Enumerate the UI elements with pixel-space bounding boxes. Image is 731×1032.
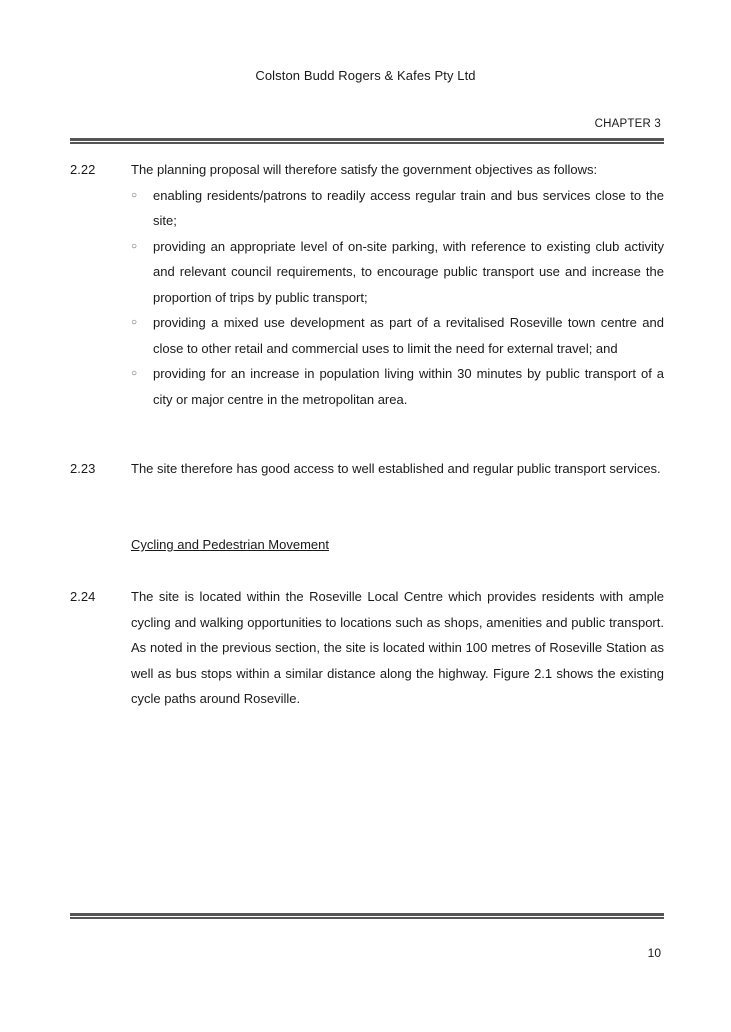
circle-bullet-icon: ○ bbox=[131, 368, 138, 379]
circle-bullet-icon: ○ bbox=[131, 317, 138, 328]
bullet-text: enabling residents/patrons to readily access regular train and bus services close to the site; bbox=[153, 187, 664, 228]
header-chapter-label: CHAPTER 3 bbox=[594, 118, 661, 130]
header-company-name: Colston Budd Rogers & Kafes Pty Ltd bbox=[255, 68, 476, 83]
paragraph-text: The planning proposal will therefore satisfy the government objectives as follows: bbox=[131, 162, 598, 177]
paragraph-2-24 bbox=[70, 584, 664, 712]
circle-bullet-icon: ○ bbox=[131, 189, 138, 201]
header-divider bbox=[70, 138, 664, 144]
circle-bullet-icon: ○ bbox=[131, 240, 138, 252]
paragraph-body bbox=[131, 157, 664, 412]
paragraph-2-22 bbox=[70, 157, 664, 412]
page-number: 10 bbox=[647, 946, 661, 960]
paragraph-body: The site is located within the Roseville Local Centre which provides residents with ample cycling and walking opportunities to locations such as shops, amenities and public transport. As noted in the previous section, the site is located within 100 metres of Roseville Station as well as bus stops within a similar distance along the highway. Figure 2.1 shows the existing cycle paths around Roseville. bbox=[131, 589, 664, 706]
list-item bbox=[131, 183, 664, 234]
bullet-text: providing an appropriate level of on-site parking, with reference to existing club activity and relevant council requirements, to encourage public transport use and increase the proportion of trips by public transport; bbox=[153, 238, 664, 305]
list-item bbox=[131, 234, 664, 311]
bullet-text: providing a mixed use development as part of a revitalised Roseville town centre and close to other retail and commercial uses to limit the need for external travel; and bbox=[153, 315, 664, 356]
paragraph-number: 2.24 bbox=[70, 589, 96, 604]
bullet-list bbox=[131, 183, 664, 413]
paragraph-2-23 bbox=[70, 456, 664, 482]
paragraph-number: 2.23 bbox=[70, 461, 96, 476]
section-subheading: Cycling and Pedestrian Movement bbox=[131, 537, 329, 552]
paragraph-body: The site therefore has good access to well established and regular public transport services. bbox=[131, 461, 661, 476]
list-item bbox=[131, 361, 664, 412]
paragraph-number: 2.22 bbox=[70, 162, 96, 177]
list-item bbox=[131, 310, 664, 361]
bullet-text: providing for an increase in population living within 30 minutes by public transport of a city or major centre in the metropolitan area. bbox=[153, 366, 664, 407]
footer-divider bbox=[70, 913, 664, 919]
